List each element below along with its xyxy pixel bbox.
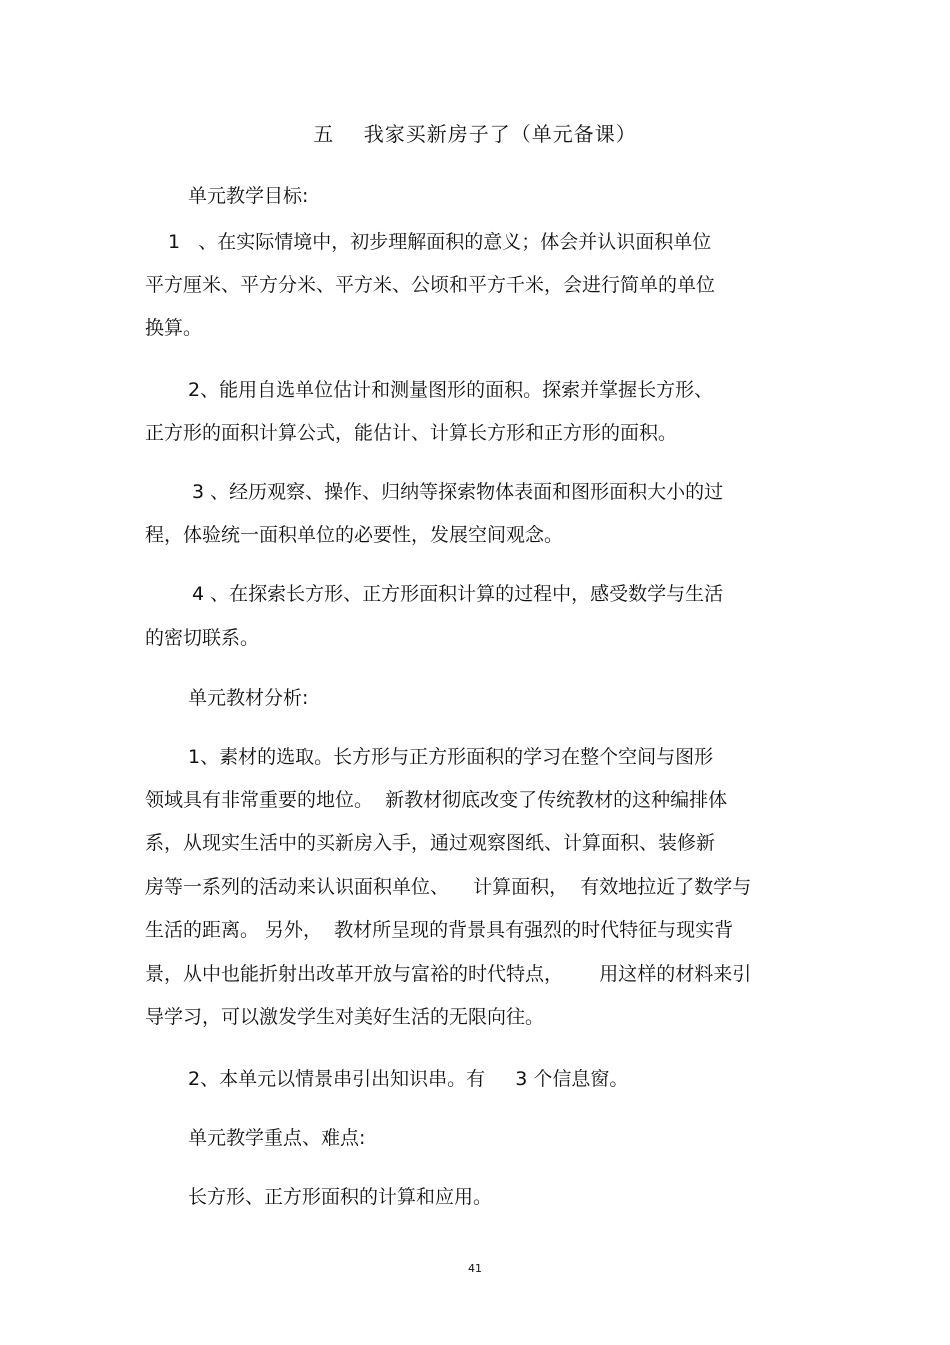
paragraph-line: 长方形、正方形面积的计算和应用。 <box>188 1186 493 1208</box>
paragraph-line: 4 、在探索长方形、正方形面积计算的过程中，感受数学与生活 <box>192 583 724 605</box>
section-heading-analysis: 单元教材分析: <box>188 687 309 709</box>
paragraph-line: 系，从现实生活中的买新房入手，通过观察图纸、计算面积、装修新 <box>145 832 716 854</box>
page-number: 41 <box>468 1262 482 1275</box>
paragraph-line: 景，从中也能折射出改革开放与富裕的时代特点， 用这样的材料来引 <box>145 963 752 985</box>
paragraph-line: 正方形的面积计算公式，能估计、计算长方形和正方形的面积。 <box>145 422 678 444</box>
paragraph-line: 平方厘米、平方分米、平方米、公顷和平方千米，会进行简单的单位 <box>145 274 716 296</box>
paragraph-line: 1、素材的选取。长方形与正方形面积的学习在整个空间与图形 <box>188 746 714 768</box>
paragraph-line: 3 、经历观察、操作、归纳等探索物体表面和图形面积大小的过 <box>192 481 724 503</box>
section-heading-key-points: 单元教学重点、难点: <box>188 1127 366 1149</box>
paragraph-line: 的密切联系。 <box>145 627 260 649</box>
paragraph-line: 领域具有非常重要的地位。 新教材彻底改变了传统教材的这种编排体 <box>145 789 728 811</box>
paragraph-line: 2、能用自选单位估计和测量图形的面积。探索并掌握长方形、 <box>188 379 714 401</box>
paragraph-line: 导学习，可以激发学生对美好生活的无限向往。 <box>145 1006 545 1028</box>
paragraph-line: 程，体验统一面积单位的必要性，发展空间观念。 <box>145 524 564 546</box>
section-heading-objectives: 单元教学目标: <box>188 185 309 207</box>
paragraph-line: 生活的距离。 另外， 教材所呈现的背景具有强烈的时代特征与现实背 <box>145 919 734 941</box>
paragraph-line: 房等一系列的活动来认识面积单位、 计算面积， 有效地拉近了数学与 <box>145 876 752 898</box>
paragraph-line: 换算。 <box>145 317 203 339</box>
paragraph-line: 2、本单元以情景串引出知识串。有 3 个信息窗。 <box>188 1068 629 1090</box>
document-title: 五 我家买新房子了（单元备课） <box>313 122 637 146</box>
paragraph-line: 1 、在实际情境中，初步理解面积的意义；体会并认识面积单位 <box>168 231 712 253</box>
